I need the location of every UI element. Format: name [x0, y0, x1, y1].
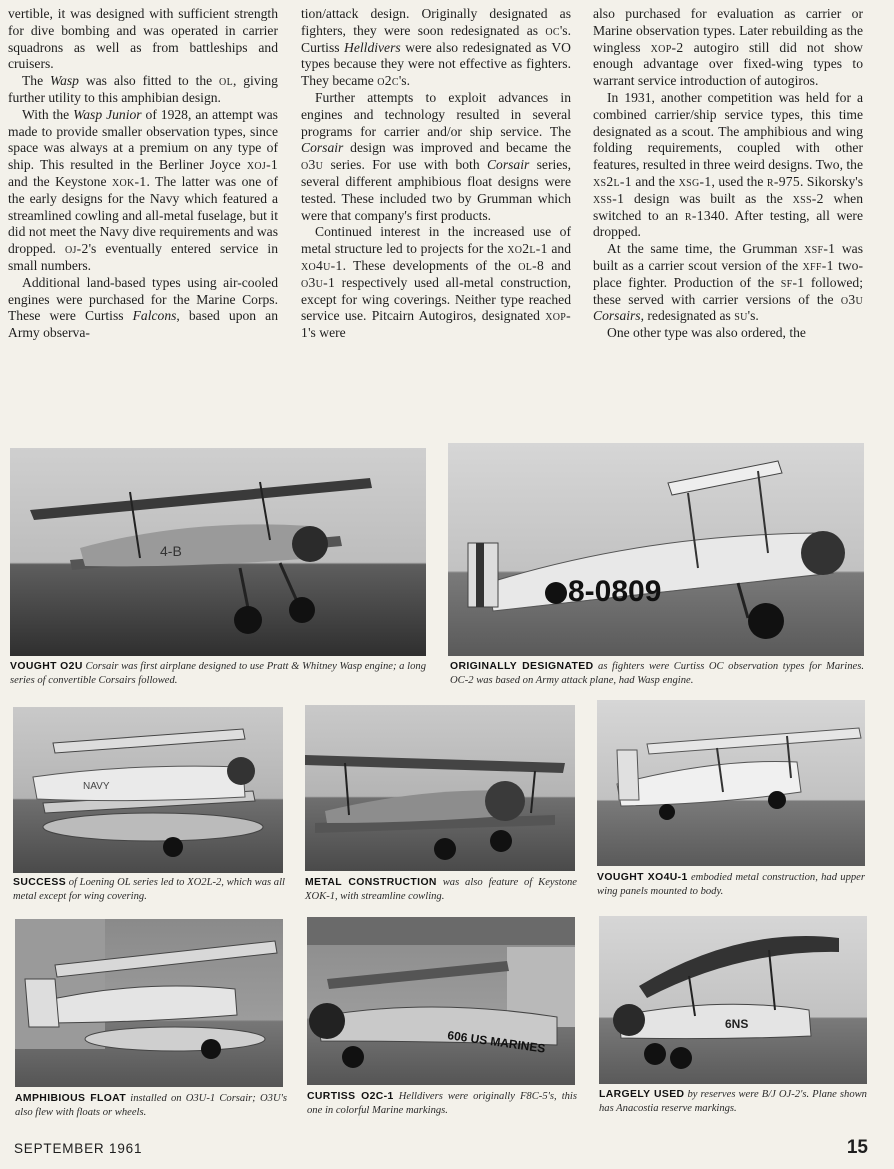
photo-loening-xo2l [13, 707, 283, 873]
biplane-photo-icon [448, 443, 864, 656]
paragraph: Further attempts to exploit advances in engines and technology resulted in several programs for carrier and/or ship service. The Corsair design was improved and became the o3u series. For use with both Corsair series, several different amphibious float designs were tested. These included two by Grumman which were that company's first products. [301, 89, 571, 223]
photo-o3u1-float [15, 919, 283, 1087]
footer-date: SEPTEMBER 1961 [14, 1141, 143, 1156]
biplane-photo-icon [10, 448, 426, 656]
paragraph: Continued interest in the increased use of metal structure led to projects for the xo2l-1 and xo4u-1. These developments of the ol-8 and o3u-1 respectively used all-metal construction, except for wing coverings. Neither type reached service use. Pitcairn Autogiros, designated xop-1's were [301, 224, 571, 341]
article-column-2 [301, 6, 571, 342]
biplane-photo-icon [15, 919, 283, 1087]
photo-caption: VOUGHT XO4U-1 embodied metal construction, had upper wing panels mounted to body. [597, 872, 865, 897]
photo-vought-o2u [10, 448, 426, 656]
photo-caption: LARGELY USED by reserves were B/J OJ-2's. Plane shown has Anacostia reserve markings. [599, 1089, 867, 1114]
photo-keystone-xok1 [305, 705, 575, 871]
paragraph: also purchased for evaluation as carrier or Marine observation types. Later rebuilding as the wingless xop-2 autogiro still did not show enough advantage over fixed-wing types to warrant service introduction of autogiros. [593, 6, 863, 89]
photo-vought-xo4u1 [597, 700, 865, 866]
biplane-photo-icon [597, 700, 865, 866]
photo-caption: CURTISS O2C-1 Helldivers were originally F8C-5's, this one in colorful Marine markings. [307, 1091, 577, 1116]
biplane-photo-icon [599, 916, 867, 1084]
photo-bj-oj2 [599, 916, 867, 1084]
page-number: 15 [846, 1137, 868, 1158]
paragraph: With the Wasp Junior of 1928, an attempt was made to provide smaller observation types, since space was always at a premium on any type of ship. This resulted in the Berliner Joyce xoj-1 and the Keystone xok-1. The latter was one of the early designs for the Navy which featured a streamlined cowling and all-metal fuselage, but it did not meet the Navy dive requirements and was dropped. oj-2's eventually entered service in small numbers. [8, 106, 279, 273]
svg-text:NAVY: NAVY [83, 781, 110, 792]
paragraph: One other type was also ordered, the [607, 325, 806, 341]
paragraph: In 1931, another competition was held for a combined carrier/ship service types, this time designated as a scout. The amphibious and wing folding requirements, coupled with other features, resulted in three weird designs. Two, the xs2l-1 and the xsg-1, used the r-975. Sikorsky's xss-1 design was built as the xss-2 when switched to an r-1340. After testing, all were dropped. [593, 89, 863, 240]
photo-caption: METAL CONSTRUCTION was also feature of Keystone XOK-1, with streamline cowling. [305, 877, 577, 902]
photo-caption: SUCCESS of Loening OL series led to XO2L-2, which was all metal except for wing covering. [13, 877, 285, 902]
svg-text:4-B: 4-B [160, 543, 182, 559]
article-column-3 [593, 6, 863, 342]
paragraph: Additional land-based types using air-cooled engines were purchased for the Marine Corps. These were Curtiss Falcons, based upon an Army observa- [8, 274, 278, 341]
paragraph: vertible, it was designed with sufficient strength for dive bombing and was operated in carrier squadrons as well as from battleships and cruisers. [8, 6, 278, 72]
paragraph: At the same time, the Grumman xsf-1 was built as a carrier scout version of the xff-1 two-place fighter. Production of the sf-1 followed; these served with carrier versions of the o3u Corsairs, redesignated as su's. [593, 241, 864, 324]
biplane-photo-icon [13, 707, 283, 873]
svg-text:606 US MARINES: 606 US MARINES [446, 1028, 547, 1056]
photo-curtiss-oc [448, 443, 864, 656]
svg-text:8-0809: 8-0809 [568, 575, 662, 608]
photo-curtiss-o2c1 [307, 917, 575, 1085]
article-column-1 [8, 6, 278, 342]
paragraph: The Wasp was also fitted to the ol, giving further utility to this amphibian design. [8, 73, 278, 105]
svg-text:6NS: 6NS [725, 1017, 749, 1031]
photo-caption: AMPHIBIOUS FLOAT installed on O3U-1 Corsair; O3U's also flew with floats or wheels. [15, 1093, 287, 1118]
photo-caption: ORIGINALLY DESIGNATED as fighters were Curtiss OC observation types for Marines. OC-2 was based on Army attack plane, had Wasp engine. [450, 661, 864, 686]
paragraph: tion/attack design. Originally designated as fighters, they were soon redesignated as oc's. Curtiss Helldivers were also redesignated as VO types because they were not effective as fighters. They became o2c's. [301, 6, 571, 89]
biplane-photo-icon [307, 917, 575, 1085]
biplane-photo-icon [305, 705, 575, 871]
photo-caption: VOUGHT O2U Corsair was first airplane designed to use Pratt & Whitney Wasp engine; a long series of convertible Corsairs followed. [10, 661, 426, 686]
